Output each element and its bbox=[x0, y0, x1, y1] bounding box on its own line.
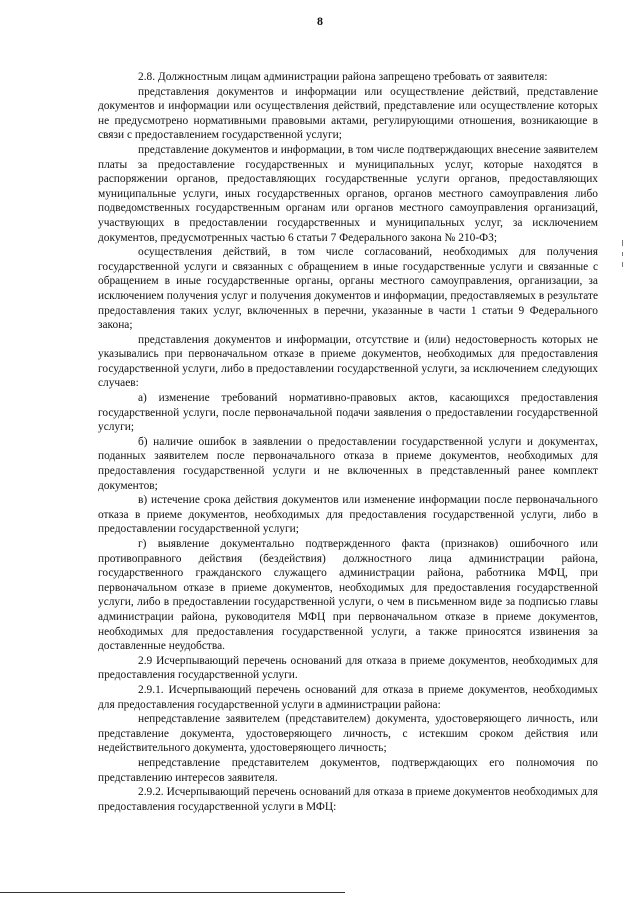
paragraph-item-v: в) истечение срока действия документов или изменение информации после первоначального отказа в приеме документов, необходимых для предоставления государственной услуги, либо в предоставлении государственной услуги; bbox=[98, 494, 598, 536]
paragraph-2-9: 2.9 Исчерпывающий перечень оснований для отказа в приеме документов, необходимых для предоставления государственной услуги. bbox=[98, 654, 598, 682]
paragraph-2-8: 2.8. Должностным лицам администрации района запрещено требовать от заявителя: bbox=[138, 71, 548, 83]
margin-scan-mark bbox=[622, 240, 623, 246]
margin-scan-mark bbox=[622, 252, 623, 256]
paragraph: непредставление заявителем (представителем) документа, удостоверяющего личность, или представление документа, удостоверяющего личность, с истекшим сроком действия или недействительного документа, удостоверяющего личность; bbox=[98, 713, 598, 755]
paragraph: непредставление представителем документов, подтверждающих его полномочия по представлению интересов заявителя. bbox=[98, 756, 598, 784]
page-number: 8 bbox=[317, 14, 323, 28]
footer-divider-line bbox=[0, 892, 345, 893]
paragraph: представление документов и информации, в том числе подтверждающих внесение заявителем платы за предоставление государственных и муниципальных услуг, которые находятся в распоряжении органов, предоставляющих государственные услуги органов, предоставляющих муниципальные услуги, иных государственных органов, органов местного самоуправления либо подведомственных государственным органам или органов местного самоуправления организаций, участвующих в предоставлении государственных и муниципальных услуг, за исключением документов, предусмотренных частью 6 статьи 7 Федерального закона № 210-ФЗ; bbox=[98, 143, 598, 244]
paragraph: представления документов и информации или осуществление действий, представление документов и информации или осуществления действий, представление или осуществление которых не предусмотрено нормативными правовыми актами, регулирующими отношения, возникающие в связи с предоставлением государственной услуги; bbox=[98, 85, 598, 142]
document-body bbox=[98, 70, 598, 814]
paragraph: представления документов и информации, отсутствие и (или) недостоверность которых не указывались при первоначальном отказе в приеме документов, необходимых для предоставления государственной услуги, либо в предоставлении государственной услуги, за исключением следующих случаев: bbox=[98, 333, 598, 390]
paragraph-item-a: а) изменение требований нормативно-правовых актов, касающихся предоставления государственной услуги, после первоначальной подачи заявления о предоставлении государственной услуги; bbox=[98, 392, 598, 434]
margin-scan-mark bbox=[622, 262, 623, 267]
paragraph-item-b: б) наличие ошибок в заявлении о предоставлении государственной услуги и документах, поданных заявителем после первоначального отказа в приеме документов, необходимых для предоставления государственной услуги и не включенных в представленный ранее комплект документов; bbox=[98, 435, 598, 492]
paragraph-2-9-2: 2.9.2. Исчерпывающий перечень оснований для отказа в приеме документов необходимых для предоставления государственной услуги в МФЦ: bbox=[98, 786, 598, 813]
paragraph-2-9-1: 2.9.1. Исчерпывающий перечень оснований для отказа в приеме документов, необходимых для предоставления государственной услуги в администрации района: bbox=[98, 683, 598, 711]
paragraph: осуществления действий, в том числе согласований, необходимых для получения государственной услуги и связанных с обращением в иные государственные услуги и связанные с обращением в иные государственные органы, органы местного самоуправления, организации, за исключением получения услуг и получения документов и информации, предоставляемых в результате предоставления таких услуг, включенных в перечни, указанные в части 1 статьи 9 Федерального закона; bbox=[98, 246, 598, 332]
paragraph-item-g: г) выявление документально подтвержденного факта (признаков) ошибочного или противоправного действия (бездействия) должностного лица администрации района, государственного гражданского служащего администрации района, работника МФЦ, при первоначальном отказе в приеме документов, необходимых для предоставления государственной услуги, либо в предоставлении государственной услуги, о чем в письменном виде за подписью главы администрации района, руководителя МФЦ при первоначальном отказе в приеме документов, необходимых для предоставления государственной услуги, а также приносятся извинения за доставленные неудобства. bbox=[98, 538, 598, 653]
